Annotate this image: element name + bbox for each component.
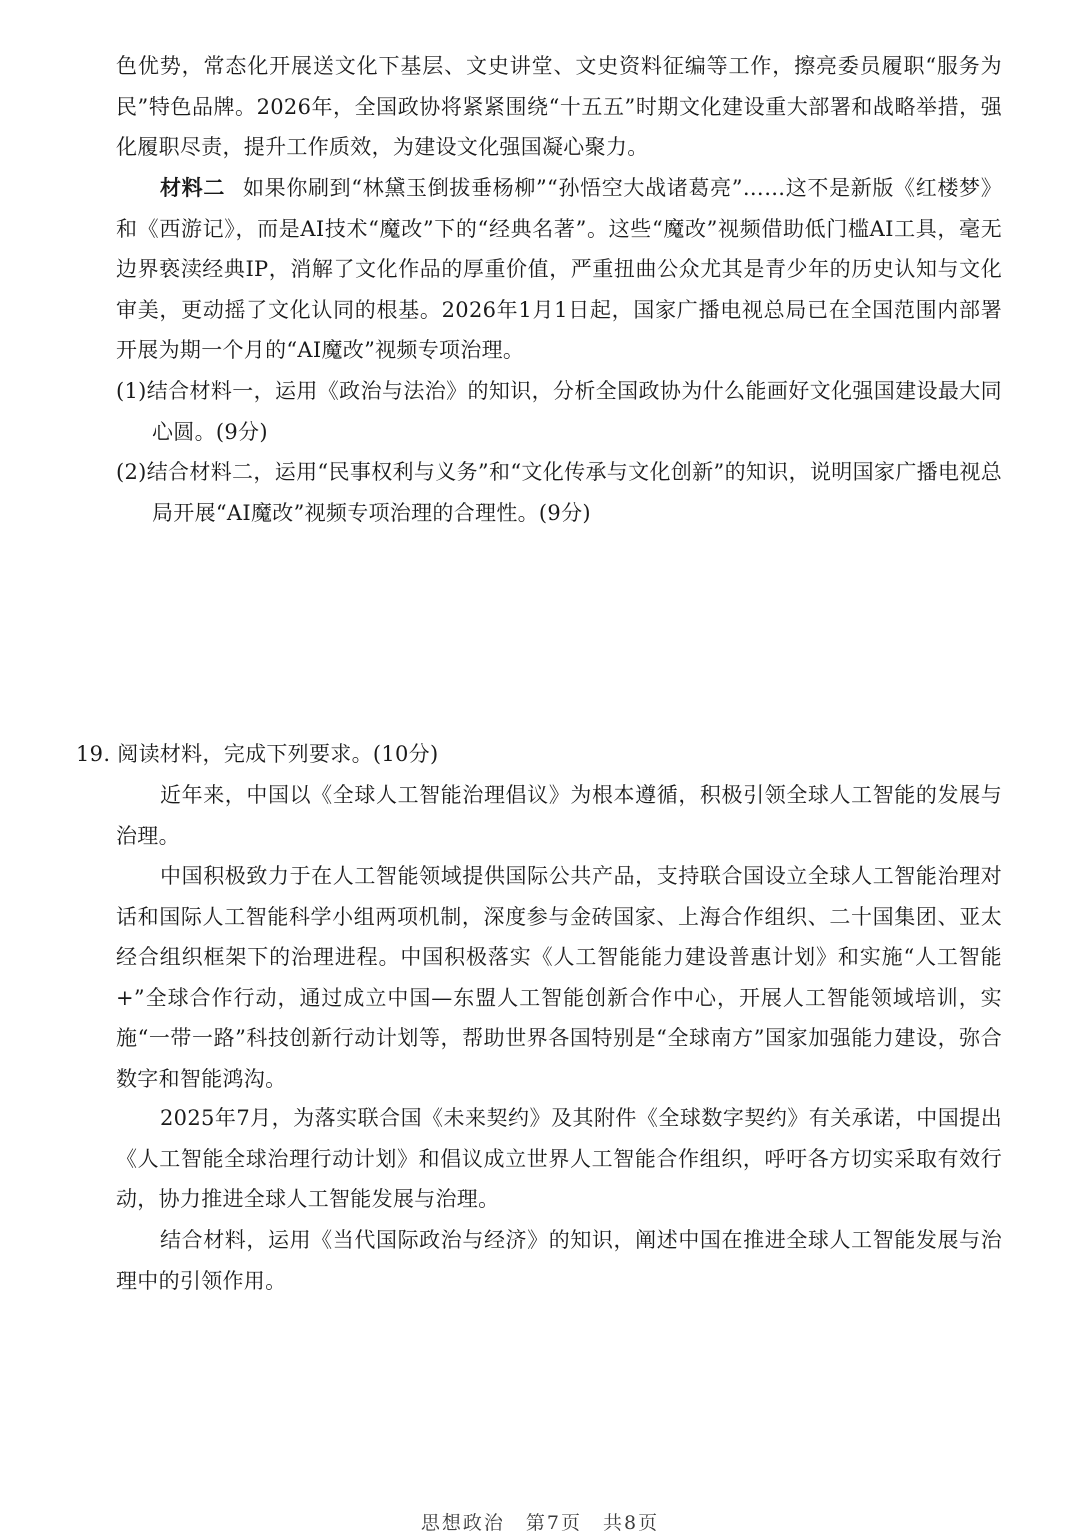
q18-subquestion-2: (2)结合材料二，运用“民事权利与义务”和“文化传承与文化创新”的知识，说明国家广播电视总局开展“AI魔改”视频专项治理的合理性。(9分) (116, 460, 1002, 525)
q19-paragraph-action-plan: 2025年7月，为落实联合国《未来契约》及其附件《全球数字契约》有关承诺，中国提出《人工智能全球治理行动计划》和倡议成立世界人工智能合作组织，呼吁各方切实采取有效行动，协力推进全球人工智能发展与治理。 (116, 1106, 1002, 1211)
material1-tail-paragraph: 色优势，常态化开展送文化下基层、文史讲堂、文史资料征编等工作，擦亮委员履职“服务为民”特色品牌。2026年，全国政协将紧紧围绕“十五五”时期文化建设重大部署和战略举措，强化履职尽责，提升工作质效，为建设文化强国凝心聚力。 (116, 54, 1002, 159)
material2-paragraph (116, 168, 1002, 371)
q19-heading: 19. 阅读材料，完成下列要求。(10分) (76, 742, 439, 766)
q18-subquestion-1: (1)结合材料一，运用《政治与法治》的知识，分析全国政协为什么能画好文化强国建设最大同心圆。(9分) (116, 379, 1002, 444)
q19-question: 结合材料，运用《当代国际政治与经济》的知识，阐述中国在推进全球人工智能发展与治理中的引领作用。 (116, 1228, 1002, 1293)
material2-text: 如果你刷到“林黛玉倒拔垂杨柳”“孙悟空大战诸葛亮”……这不是新版《红楼梦》和《西游记》，而是AI技术“魔改”下的“经典名著”。这些“魔改”视频借助低门槛AI工具，毫无边界亵渎经典IP，消解了文化作品的厚重价值，严重扭曲公众尤其是青少年的历史认知与文化审美，更动摇了文化认同的根基。2026年1月1日起，国家广播电视总局已在全国范围内部署开展为期一个月的“AI魔改”视频专项治理。 (116, 176, 1002, 362)
page-footer: 思想政治 第7页 共8页 (420, 1512, 660, 1534)
q19-paragraph-public-goods: 中国积极致力于在人工智能领域提供国际公共产品，支持联合国设立全球人工智能治理对话和国际人工智能科学小组两项机制，深度参与金砖国家、上海合作组织、二十国集团、亚太经合组织框架下的治理进程。中国积极落实《人工智能能力建设普惠计划》和实施“人工智能+”全球合作行动，通过成立中国—东盟人工智能创新合作中心，开展人工智能领域培训，实施“一带一路”科技创新行动计划等，帮助世界各国特别是“全球南方”国家加强能力建设，弥合数字和智能鸿沟。 (116, 864, 1002, 1091)
material2-label: 材料二 (160, 175, 225, 200)
q19-paragraph-intro: 近年来，中国以《全球人工智能治理倡议》为根本遵循，积极引领全球人工智能的发展与治理。 (116, 783, 1002, 848)
